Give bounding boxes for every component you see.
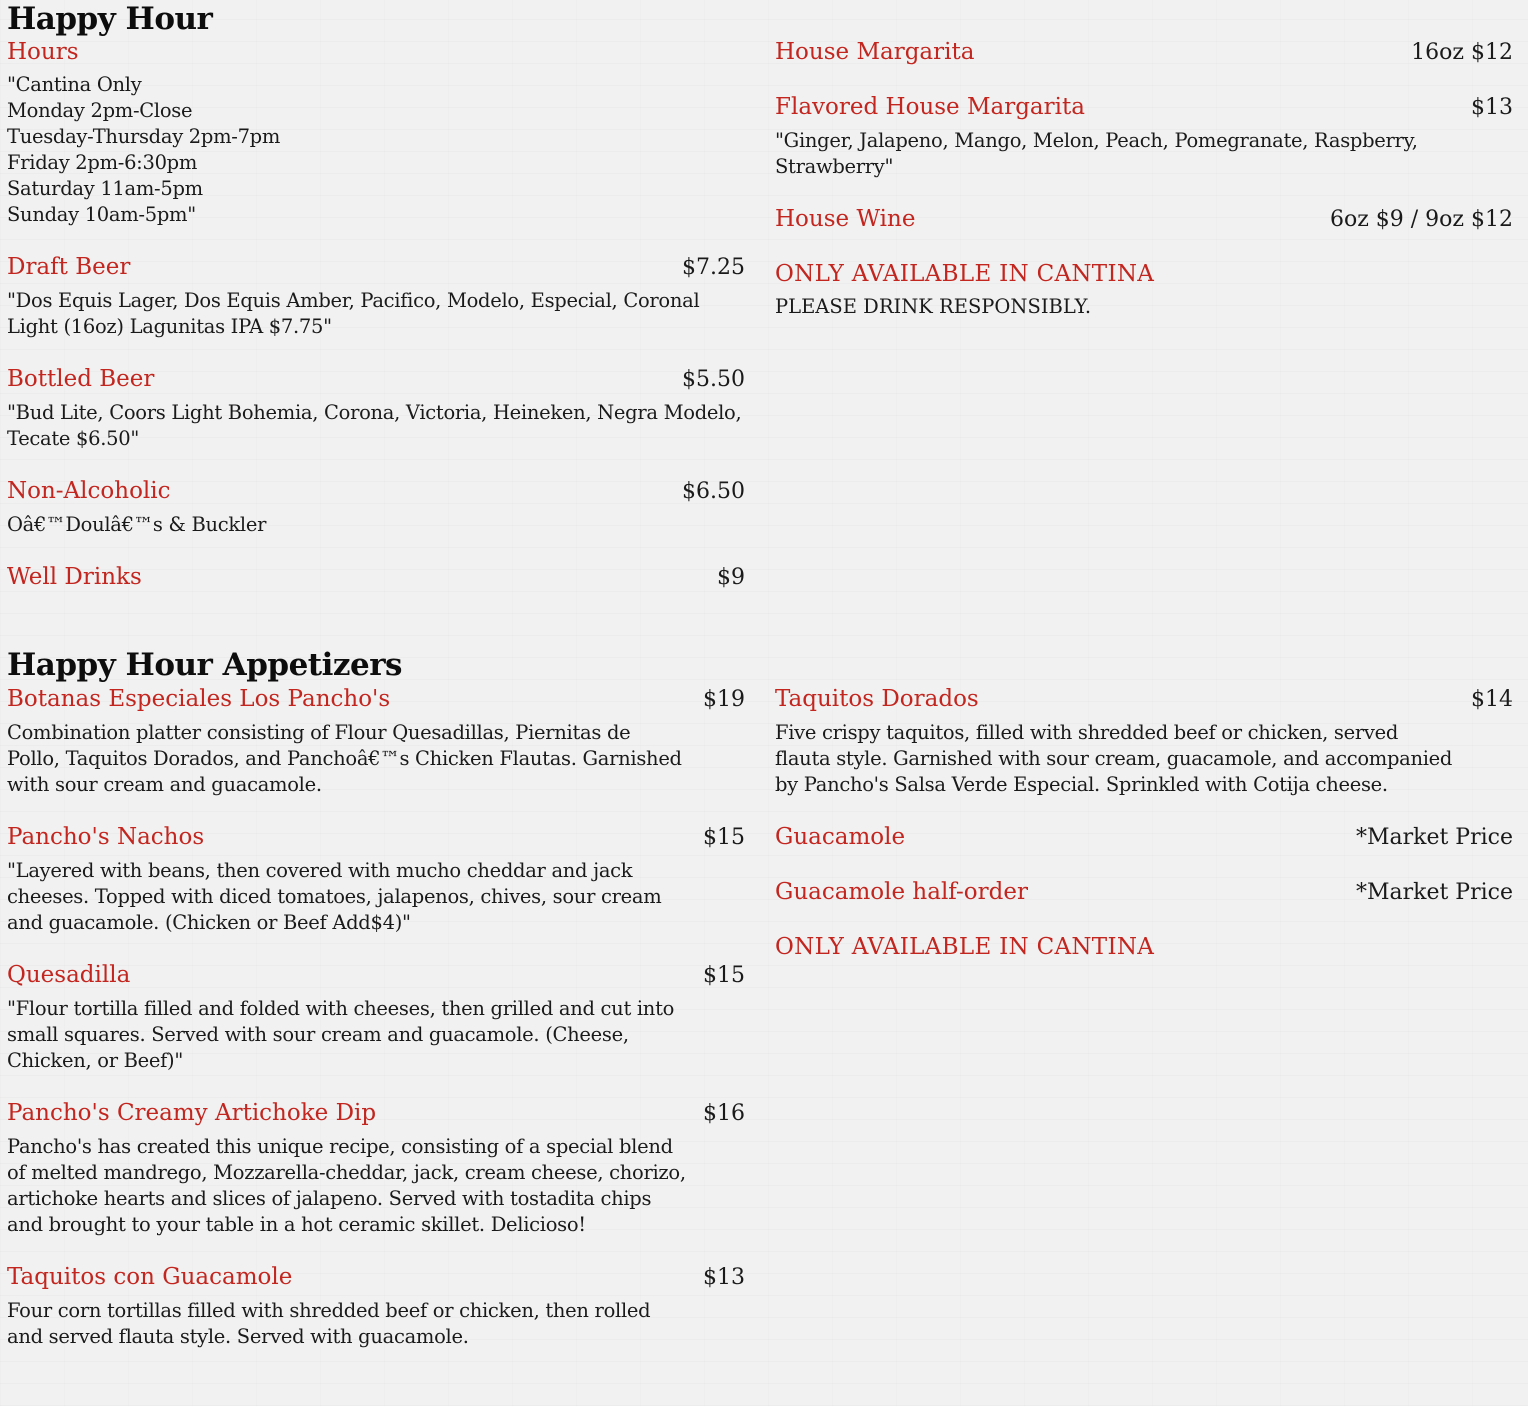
happy-hour-right-column bbox=[775, 37, 1513, 344]
item-price: $6.50 bbox=[682, 479, 745, 504]
item-name: Hours bbox=[7, 39, 79, 65]
item-price: $7.25 bbox=[682, 255, 745, 280]
item-price: 16oz $12 bbox=[1411, 40, 1513, 65]
item-name: Taquitos Dorados bbox=[775, 686, 979, 712]
menu-item-artichoke-dip bbox=[7, 1098, 745, 1238]
item-description: "Bud Lite, Coors Light Bohemia, Corona, Victoria, Heineken, Negra Modelo, Tecate $6.50" bbox=[7, 401, 742, 450]
cantina-only-notice: ONLY AVAILABLE IN CANTINA bbox=[775, 261, 1155, 287]
menu-item-quesadilla bbox=[7, 960, 745, 1074]
cantina-notice bbox=[775, 259, 1513, 320]
item-price: $19 bbox=[703, 687, 745, 712]
item-description: Five crispy taquitos, filled with shredded beef or chicken, served flauta style. Garnished with sour cream, guacamole, and accompanied by Pancho's Salsa Verde Especial. Sprinkled with Cotija cheese. bbox=[775, 721, 1453, 796]
item-price: $15 bbox=[703, 963, 745, 988]
item-name: House Wine bbox=[775, 206, 916, 232]
menu-item-panchos-nachos bbox=[7, 822, 745, 936]
item-name: Draft Beer bbox=[7, 254, 131, 280]
menu-item-bottled-beer bbox=[7, 364, 745, 452]
item-name: Non-Alcoholic bbox=[7, 478, 171, 504]
item-description: Pancho's has created this unique recipe, consisting of a special blend of melted mandrego, Mozzarella-cheddar, jack, cream cheese, chorizo, artichoke hearts and slices of jalapeno. Served with tostadita chips and brought to your table in a hot ceramic skillet. Delicioso! bbox=[7, 1135, 686, 1236]
menu-item-taquitos-con-guacamole bbox=[7, 1262, 745, 1350]
item-description: "Ginger, Jalapeno, Mango, Melon, Peach, Pomegranate, Raspberry, Strawberry" bbox=[775, 129, 1418, 178]
item-description: "Dos Equis Lager, Dos Equis Amber, Pacifico, Modelo, Especial, Coronal Light (16oz) Lagunitas IPA $7.75" bbox=[7, 289, 700, 338]
item-price: *Market Price bbox=[1355, 880, 1513, 905]
item-name: Flavored House Margarita bbox=[775, 94, 1085, 120]
item-name: House Margarita bbox=[775, 39, 975, 65]
item-name: Taquitos con Guacamole bbox=[7, 1264, 293, 1290]
appetizers-left-column bbox=[7, 684, 745, 1374]
item-price: $16 bbox=[703, 1101, 745, 1126]
menu-item-guacamole-half-order bbox=[775, 877, 1513, 908]
happy-hour-left-column bbox=[7, 37, 745, 617]
item-price: $13 bbox=[703, 1265, 745, 1290]
item-name: Bottled Beer bbox=[7, 366, 155, 392]
item-description: Combination platter consisting of Flour Quesadillas, Piernitas de Pollo, Taquitos Dorados, and Panchoâ€™s Chicken Flautas. Garnished with sour cream and guacamole. bbox=[7, 721, 682, 796]
item-description: "Layered with beans, then covered with mucho cheddar and jack cheeses. Topped with diced tomatoes, jalapenos, chives, sour cream and guacamole. (Chicken or Beef Add$4)" bbox=[7, 859, 662, 934]
cantina-only-notice: ONLY AVAILABLE IN CANTINA bbox=[775, 934, 1155, 960]
item-name: Pancho's Nachos bbox=[7, 824, 205, 850]
item-description: Oâ€™Doulâ€™s & Buckler bbox=[7, 513, 267, 536]
item-name: Well Drinks bbox=[7, 564, 142, 590]
cantina-notice bbox=[775, 932, 1513, 962]
menu-item-house-margarita bbox=[775, 37, 1513, 68]
menu-item-guacamole bbox=[775, 822, 1513, 853]
item-name: Quesadilla bbox=[7, 962, 131, 988]
menu-item-draft-beer bbox=[7, 252, 745, 340]
menu-item-well-drinks bbox=[7, 562, 745, 593]
item-price: $14 bbox=[1471, 687, 1513, 712]
item-name: Guacamole half-order bbox=[775, 879, 1028, 905]
item-name: Botanas Especiales Los Pancho's bbox=[7, 686, 391, 712]
item-description: "Flour tortilla filled and folded with cheeses, then grilled and cut into small squares. Served with sour cream and guacamole. (Cheese, Chicken, or Beef)" bbox=[7, 997, 675, 1072]
item-price: $13 bbox=[1471, 95, 1513, 120]
item-price: $15 bbox=[703, 825, 745, 850]
happy-hour-title: Happy Hour bbox=[7, 1, 213, 37]
appetizers-title: Happy Hour Appetizers bbox=[7, 647, 402, 683]
item-name: Pancho's Creamy Artichoke Dip bbox=[7, 1100, 377, 1126]
menu-item-botanas-especiales bbox=[7, 684, 745, 798]
item-price: 6oz $9 / 9oz $12 bbox=[1329, 207, 1513, 232]
item-price: *Market Price bbox=[1355, 825, 1513, 850]
item-price: $5.50 bbox=[682, 367, 745, 392]
item-name: Guacamole bbox=[775, 824, 906, 850]
menu-item-non-alcoholic bbox=[7, 476, 745, 538]
item-description: "Cantina Only Monday 2pm-Close Tuesday-Thursday 2pm-7pm Friday 2pm-6:30pm Saturday 11am-5pm Sunday 10am-5pm" bbox=[7, 73, 281, 226]
menu-item-taquitos-dorados bbox=[775, 684, 1513, 798]
menu-item-hours bbox=[7, 37, 745, 228]
appetizers-right-column bbox=[775, 684, 1513, 986]
drink-responsibly-notice: PLEASE DRINK RESPONSIBLY. bbox=[775, 295, 1092, 318]
item-price: $9 bbox=[717, 565, 745, 590]
menu-item-flavored-house-margarita bbox=[775, 92, 1513, 180]
menu-item-house-wine bbox=[775, 204, 1513, 235]
item-description: Four corn tortillas filled with shredded beef or chicken, then rolled and served flauta style. Served with guacamole. bbox=[7, 1299, 651, 1348]
